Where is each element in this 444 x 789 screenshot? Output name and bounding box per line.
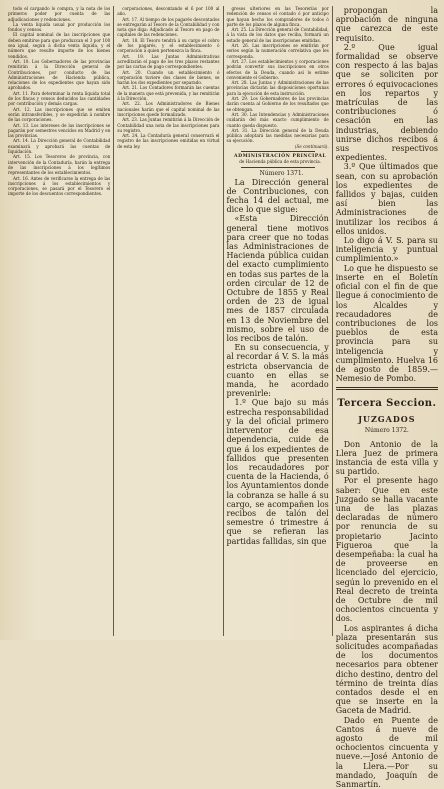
paragraph: Art. 13. Los intereses de las inscripciones se pagarán por semestres vencidos en Madrid y en las provincias. [8,122,111,139]
paragraph: Art. 29. Los Gobernadores de las provincias darán cuenta al Gobierno de los resultados que se obtengan. [226,96,329,112]
paragraph: Art. 17. Al tiempo de los pagarés descontados se entregarán al Tesoro de la Contabilidad y con nota que diga: Adjudicado al Tesoro en pago de capitales de las redenciones. [117,16,220,38]
paragraph: Art. 25. La Dirección general de Contabilidad, á la vista de los datos que reciba, formará un estado general de las inscripciones emitidas. [226,27,329,43]
paragraph: Dado en Puente de Cantos á nueve de agosto de mil ochocientos cincuenta y nueve.—José Antonio de la Llera.—Por su mandado, Joaquín de Sanmartín. [335,715,438,789]
paragraph: Art. 21. Los Contadores formarán las cuentas de la manera que está prevenida, y las remitirán á la Dirección. [117,85,220,102]
paragraph: Don Antonio de la Llera Juez de primera instancia de esta villa y su partido. [335,439,438,477]
paragraph: Art. 30. Las Intendencias y Administraciones cuidarán del más exacto cumplimiento de cuanto queda dispuesto. [226,111,329,128]
divider [241,167,315,168]
administration-subheader: de Hacienda pública de esta provincia. [239,159,321,165]
paragraph: En su consecuencia, y al recordar á V. S. la más estricta observancia de cuanto en ellas se manda, he acordado prevenirle: [226,343,329,399]
section-title: Tercera Seccion. [337,398,437,410]
divider [241,151,315,152]
column-2 [113,6,219,636]
paragraph: Art. 28. Las Juntas y Administraciones de las provincias dictarán las disposiciones oportunas para la ejecución de esta instrucción. [226,80,329,96]
administration-header: ADMINISTRACIÓN PRINCIPAL [234,154,327,160]
paragraph: Art. 19. Las Juntas Administrativas acreditarán el pago de los tres plazos restantes por las cartas de pago correspondientes. [117,53,220,70]
paragraph: corporaciones, descontando el 6 por 100 al año. [117,6,220,17]
notice-number: Número 1371. [259,169,304,177]
paragraph: 3.º Que últimados que sean, con su aprobación los expedientes de fallidos y bajas, cuiden así bien las Administraciones de inutilizar los recibos á ellos unidos. [335,162,438,236]
paragraph: Lo que he dispuesto se inserte en el Boletín oficial con el fin de que llegue á conocimiento de los Alcaldes y recaudadores de contribuciones de los pueblos de esta provincia para su inteligencia y cumplimiento. Huelva 16 de agosto de 1859.—Nemesio de Pombo. [335,263,438,384]
column-3 [223,6,329,636]
paragraph: gresos ulteriores en las Tesorerías por redención de censos el contado ó por anticipo que hayan hecho los compradores de todos ó parte de los plazos de alguna finca. [226,6,329,27]
paragraph: 2.º Que igual formalidad se observe con respecto á las bajas que se soliciten por errores ó equivocaciones en los repartos y matrículas de las contribuciones ó cesación en las industrias, debiendo unirse dichos recibos á sus respectivos expedientes. [335,42,438,163]
paragraph: Art. 14. La Dirección general de Contabilidad examinará y aprobará las cuentas de liquidación. [8,138,111,155]
paragraph: Art. 22. Los Administradores de Bienes nacionales harán que el capital nominal de las inscripciones quede formalizado. [117,101,220,117]
paragraph: El capital nominal de las inscripciones que deben emitirse para que produzcan el 3 por 100 sea igual, según á dicha venta líquida, y el número que resulte importe de los bienes vendidos. [8,32,111,59]
paragraph: La Dirección general de Contribuciones, con fecha 14 del actual, me dice lo que sigue: [226,177,329,215]
continuation-note: (Se continuará). [294,143,329,149]
paragraph: 1.º Que bajo su más estrecha responsabilidad y la del oficial primero interventor de esa dependencia, cuide de que á los expedientes de fallidos que presenten los recaudadores por cuenta de la Hacienda, ó los Ayuntamientos donde la cobranza se halle á su cargo, se acompañen los recibos de talón del semestre ó trimestre á que se refieran las partidas fallidas, sin que [226,398,329,546]
paragraph: Art. 16. Antes de verificarse la entrega de las inscripciones á los establecimientos y corporaciones, se pasará por el Tesorero el importe de los descuentos correspondientes. [8,175,111,197]
paragraph: Art. 20. Cuando un establecimiento ó corporación tuviere dos clases de bienes, se harán los dos expedientes por separado. [117,69,220,86]
notice-number: Número 1372. [364,427,409,435]
paragraph: propongan la aprobación de ninguna que carezca de este requisito. [335,6,438,43]
paragraph: Art. 15. Los Tesoreros de provincia, con intervención de la Contaduría, harán la entrega de las inscripciones á los legítimos representantes de los establecimientos. [8,154,111,176]
paragraph: Art. 11. Para determinar la renta líquida total de los fincas y censos deducidos las cantidades por contribución y demás cargas. [8,90,111,107]
paragraph: Art. 10. Los Gobernadores de las provincias remitirán á la Dirección general de Contribuciones, por conducto de las Administraciones de Hacienda pública, relaciones de los expedientes que hayan sido aprobados. [8,58,111,91]
paragraph: Los aspirantes á dicha plaza presentarán sus solicitudes acompañadas de los documentos necesarios para obtener dicho destino, dentro del término de treinta días contados desde el en que se inserte en la Gaceta de Madrid. [335,623,438,716]
paragraph: «Esta Dirección general tiene motivos para creer que no todas las Administraciones de Hacienda pública cuidan del exacto cumplimiento en todas sus partes de la orden circular de 12 de Octubre de 1855 y Real orden de 23 de igual mes de 1857 circulada en 13 de Noviembre del mismo, sobre el uso de los recibos de talón. [226,214,329,344]
paragraph: Lo digo á V. S. para su inteligencia y puntual cumplimiento.» [335,236,438,264]
courts-heading: JUZGADOS [358,414,416,425]
notice-body [227,170,329,546]
paragraph: Art. 27. Los establecimientos y corporaciones podrán convertir sus inscripciones en otros efectos de la Deuda, cuando así lo estime conveniente el Gobierno. [226,58,329,80]
paragraph: La venta líquida usual por producción los fondos y censos. [8,21,111,33]
column-4 [332,6,438,789]
paragraph: todo el cargando lo compra, y la nota de los primeros poder por cuenta de las adjudicaciones y redenciones. [8,6,111,22]
paragraph: Art. 23. Las Juntas remitirán á la Dirección de Contabilidad una nota de las inscripciones para su registro. [117,117,220,133]
paragraph: Art. 12. Las inscripciones que se emiten serán intransferibles, y se expedirán á nombre de las corporaciones. [8,106,111,123]
paragraph: Art. 24. La Contaduría general conservará el registro de las inscripciones emitidas en virtud de esta ley. [117,133,220,149]
paragraph: Por el presente hago saber: Que en este Juzgado se halla vacante una de las plazas declaradas de número por renuncia de su propietario Jacinto Figueroa que la desempeñaba: la cual ha de proveerse en licenciado del ejercicio, según lo prevenido en el Real decreto de treinta de Octubre de mil ochocientos cincuenta y dos. [335,476,438,624]
paragraph: Art. 18. El Tesoro tendrá á su cargo el cobro de los pagarés, y el establecimiento ó corporación á quien pertenezca la finca. [117,37,220,54]
section-rule [336,387,438,388]
column-1 [8,6,110,636]
paragraph: Art. 26. Las inscripciones se emitirán por series según la numeración correlativa que les corresponda. [226,43,329,59]
section-rule-thin [336,389,438,390]
paragraph: Art. 31. La Dirección general de la Deuda pública adoptará las medidas necesarias para su ejecución. [226,127,329,144]
